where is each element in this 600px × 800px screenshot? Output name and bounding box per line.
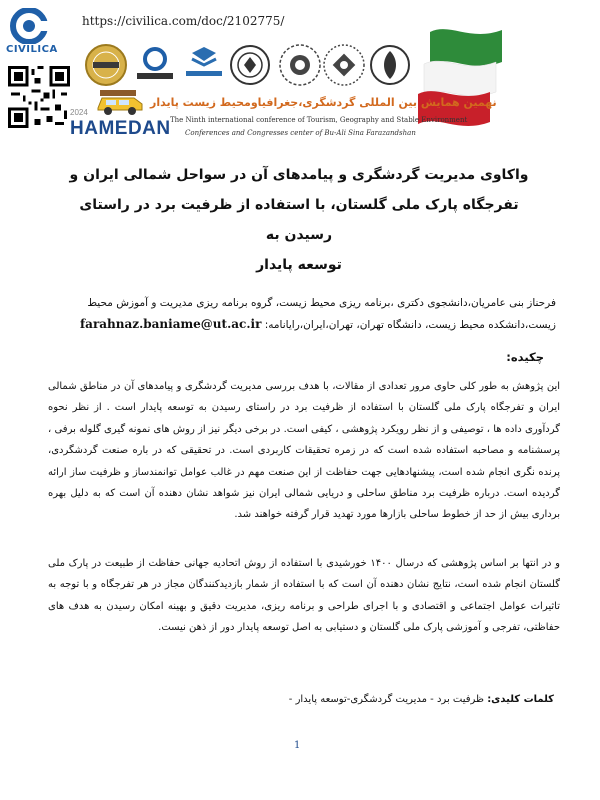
title-line: واکاوی مدیریت گردشگری و پیامدهای آن در سواحل شمالی ایران و xyxy=(69,167,529,183)
conference-venue: Conferences and Congresses center of Bu-Ali Sina Farazandshan xyxy=(185,129,416,137)
affiliation-text: زیست،دانشکده محیط زیست، دانشگاه تهران، تهران،ایران،رایانامه: xyxy=(264,319,556,331)
paper-title xyxy=(60,160,538,280)
ornament-seal-icon xyxy=(278,43,322,87)
conference-title-fa: نهمین همایش بین المللی گردشگری،جغرافیاومحیط زیست پایدار xyxy=(150,96,497,109)
conference-year: 2024 xyxy=(70,108,88,117)
car-illustration-icon xyxy=(96,88,146,116)
confpaper-logo-icon xyxy=(182,43,226,87)
author-affiliation xyxy=(40,293,556,336)
abstract-paragraph: و در انتها بر اساس پژوهشی که درسال ۱۴۰۰ خورشیدی با استفاده از روش اتحادیه جهانی حفاظت از طبیعت در پارک ملی گلستان انجام شده است، نتایج نشان دهنده آن است که با استفاده از شمار بازدیدکنندگان مجاز در هر تفرجگاه و با توجه به تاثیرات عوامل اجتماعی و اقتصادی و با اجرای طراحی و برنامه ریزی، مدیریت دقیق و بهینه امکان رسیدن به هدف های حفاظتی، تفرجی و آموزشی پارک ملی گلستان و دستیابی به اصل توسعه پایدار دور از ذهن نیست. xyxy=(48,558,560,634)
keywords-label: کلمات کلیدی: xyxy=(487,694,554,705)
title-line: تفرجگاه پارک ملی گلستان، با استفاده از ظرفیت برد در راستای رسیدن به xyxy=(79,197,519,243)
conference-city: HAMEDAN xyxy=(70,118,171,139)
page-number: 1 xyxy=(294,740,301,751)
gold-seal-icon xyxy=(84,43,128,87)
author-line xyxy=(40,314,556,336)
keywords xyxy=(289,694,554,705)
abstract-heading: چکیده: xyxy=(506,350,544,364)
document-url[interactable]: https://civilica.com/doc/2102775/ xyxy=(82,14,285,28)
qr-code-icon xyxy=(8,66,70,128)
abstract-paragraph: این پژوهش به طور کلی حاوی مرور تعدادی از مقالات، با هدف بررسی مدیریت گردشگری و پیامدهای آن در مناطق شمالی ایران و تفرجگاه پارک ملی گلستان با استفاده از ظرفیت برد در راستای رسیدن به توسعه پایدار است . از نظر نحوه گردآوری داده ها ، توصیفی و از نظر رویکرد پژوهشی ، کیفی است. در برخی دیگر نیز از روش های نمونه گیری گلوله برفی ، پرسشنامه و مصاحبه استفاده شده است که در زمره تحقیقات کاربردی است. در تحقیقی که در باره صنعت گردشگردی، پرنده نگری انجام شده است، پیشنهادهایی جهت حفاظت از این صنعت مهم در غالب عوامل توانمندساز و ظرفیت ساز ارائه گردیده است. درباره ظرفیت برد مناطق ساحلی و دریایی شمالی ایران نیز شواهد نشان دهنده آن است که به دلیل بهره برداری بیش از حد از خطوط ساحلی بازارها مورد تهدید قرار گرفته خواهند شد. xyxy=(48,381,560,521)
author-email[interactable]: farahnaz.baniame@ut.ac.ir xyxy=(80,317,262,331)
university-seal-icon xyxy=(228,43,272,87)
civilica-brand-text: CIVILICA xyxy=(6,44,58,55)
title-line: توسعه پایدار xyxy=(256,257,342,273)
civilica-badge-icon xyxy=(133,43,177,87)
ornament-seal-icon xyxy=(322,43,366,87)
flag-ribbon-icon xyxy=(410,22,505,127)
author-line: فرحناز بنی عامریان،دانشجوی دکتری ،برنامه ریزی محیط زیست، گروه برنامه ریزی مدیریت و آموزش محیط xyxy=(87,297,556,309)
civilica-logo-icon xyxy=(6,8,52,44)
environment-seal-icon xyxy=(368,43,412,87)
conference-title-en: The Ninth international conference of Tourism, Geography and Stable Environment xyxy=(170,116,468,124)
keywords-text: ظرفیت برد - مدیریت گردشگری-توسعه پایدار - xyxy=(288,694,484,705)
